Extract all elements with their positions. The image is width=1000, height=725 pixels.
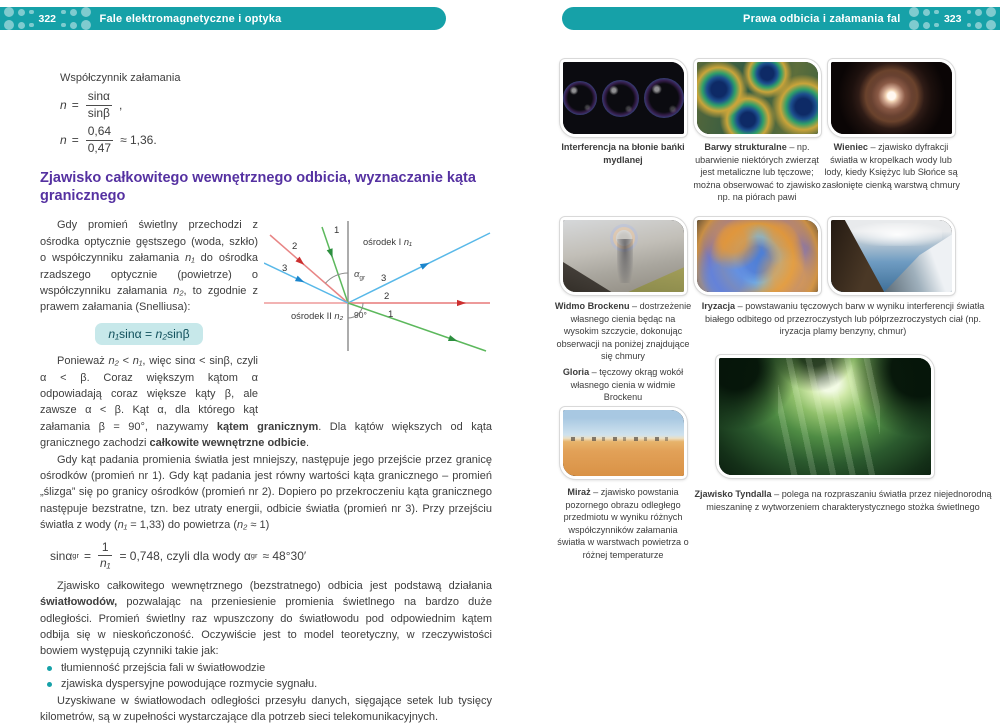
bullet-list — [40, 660, 492, 693]
mountains-art — [831, 220, 952, 292]
paragraph-telecom: Uzyskiwane w światłowodach odległości przesyłu danych, sięgające setek lub tysięcy kilometrów, są w zupełności wystarczające dla potrzeb sieci telekomunikacyjnych. — [40, 694, 492, 724]
bullet-icon — [47, 666, 52, 671]
medium1-label: ośrodek I n₁ — [363, 237, 412, 248]
caption-iridescence: Iryzacja – powstawaniu tęczowych barw w wyniku interferencji światła białego odbitego od przezroczystych lub półprzezroczystych ciał (np. iryzacja plamy benzyny, chmur) — [701, 301, 985, 336]
fraction: $\frac{\sin\alpha}{\sin\beta}$ — [87, 89, 110, 120]
fraction: $\frac{1}{\text{n₁}}$ — [99, 539, 111, 571]
list-item: zjawiska dyspersyjne powodujące rozmycie sygnału. — [40, 676, 492, 692]
caption-gloria: Gloria – tęczowy okrąg wokół własnego cienia w widmie Brockenu — [562, 367, 684, 402]
critical-angle-label: $\alpha_{gr}$ — [354, 269, 366, 282]
caption-structural-colors: Barwy strukturalne – np. ubarwienie niektórych zwierząt jest metaliczne lub tęczowe; można obserwować to zjawisko np. na piórach pawi — [693, 142, 821, 202]
medium2-label: ośrodek II n₂ — [291, 311, 344, 322]
body-text-flow — [40, 217, 492, 725]
header-dots-right — [909, 7, 996, 30]
caption-tyndall: Zjawisko Tyndalla – polega na rozpraszaniu światła przez niejednorodną mieszaninę z wytworzeniem charakterystycznego stożka świetlnego — [694, 489, 992, 512]
refraction-diagram-svg — [264, 219, 492, 353]
bullet-icon — [47, 682, 52, 687]
photo-tyndall-forest — [716, 355, 934, 478]
paragraph-critical-angle: Ponieważ n₂ < n₁, więc sinα < sinβ, czyli α < β. Coraz większym kątom α odpowiadają coraz większe kąty β, ale zawsze α < β. Kąt α, dla którego kąt załamania β = 90°, nazywamy kątem granicznym. Dla kątów większych od kąta granicznego zachodzi całkowite wewnętrzne odbicie. — [40, 355, 493, 450]
page-number-right: 323 — [943, 12, 962, 25]
soap-bubbles-art — [563, 62, 684, 134]
photo-moon-corona — [828, 59, 955, 137]
refraction-index-formula: n = $\frac{\sin\alpha}{\sin\beta}$ , — [60, 89, 123, 120]
formula-variable: n — [60, 133, 67, 148]
ray-label-1-out: 1 — [388, 309, 394, 321]
left-page-content — [40, 72, 492, 725]
paragraph-snellius: Gdy promień świetlny przechodzi z ośrodka optycznie gęstszego (woda, szkło) o współczynniku załamania n₁ do ośrodka rzadszego optycznie (powietrze) o współczynniku załamania n₂, to zgodnie z prawem załamania (Snelliusa): — [40, 219, 258, 314]
hill-slope — [628, 262, 684, 292]
photo-peacock-feathers — [694, 59, 821, 137]
brocken-art — [563, 220, 684, 292]
arrowhead-blue — [420, 260, 431, 270]
ray-label-2: 2 — [292, 241, 298, 253]
dot-cluster — [909, 7, 939, 30]
photo-desert-mirage — [560, 407, 687, 479]
page-number-left: 322 — [38, 12, 57, 25]
ray-label-3: 3 — [282, 263, 288, 275]
oil-slick-art — [697, 220, 818, 292]
cloud — [853, 223, 943, 246]
mirage-horizon-buildings — [571, 437, 675, 441]
photo-iridescent-clouds-mountains — [828, 217, 955, 295]
shadow-figure — [617, 239, 633, 284]
header-dots-left — [4, 7, 91, 30]
dot-cluster — [4, 7, 34, 30]
equals-sign: = — [71, 133, 79, 148]
caption-brocken: Widmo Brockenu – dostrzeżenie własnego cienia będąc na wysokim szczycie, dokonując obserwacji na poniżej znajdujące się chmury — [554, 301, 692, 361]
formula-variable: n — [60, 98, 67, 113]
arrowhead-red — [457, 300, 466, 306]
chapter-title-left: Fale elektromagnetyczne i optyka — [99, 12, 282, 25]
photo-oil-slick — [694, 217, 821, 295]
photo-soap-bubbles — [560, 59, 687, 137]
fraction: $\frac{0,64}{0,47}$ — [87, 124, 112, 155]
hill-silhouette — [563, 250, 611, 292]
photo-brocken-spectre — [560, 217, 687, 295]
ray-label-1: 1 — [334, 225, 340, 237]
page-header-left — [0, 7, 446, 30]
right-angle-label: 90° — [354, 310, 367, 321]
paragraph-fiber-optics: Zjawisko całkowitego wewnętrznego (bezstratnego) odbicia jest podstawą działania światłowodów, pozwalając na przeniesienie promienia świetlnego na bardzo duże odległości. Promień świetlny raz wpuszczony do światłowodu pod odpowiednim kątem odbija się w nieskończoność. Oczywiście jest to model teoretyczny, w rzeczywistości bowiem występują czynniki takie jak: — [40, 579, 492, 658]
caption-corona: Wieniec – zjawisko dyfrakcji światła w kropelkach wody lub lody, kiedy Księżyc lub Słońce są zasłonięte cienką warstwą chmury — [822, 142, 960, 190]
ray-refracted-1 — [348, 303, 486, 351]
chapter-title-right: Prawa odbicia i załamania fal — [743, 12, 901, 25]
mirage-art — [563, 410, 684, 476]
arrowhead-green — [327, 249, 336, 260]
arrowhead-green — [448, 335, 459, 344]
dot-cluster — [967, 7, 997, 30]
forest-art — [719, 358, 931, 475]
light-beams — [778, 358, 880, 475]
dot-cluster — [61, 7, 91, 30]
ray-label-3-out: 3 — [381, 273, 387, 285]
ray-incident-3 — [264, 263, 348, 303]
peacock-art — [697, 62, 818, 134]
caption-interference: Interferencja na błonie bańki mydlanej — [561, 142, 685, 165]
caption-mirage: Miraż – zjawisko powstania pozornego obrazu odległego przedmiotu w wyniku różnych współczynników załamania światła w warstwach powietrza o różnej temperaturze — [557, 487, 689, 560]
corona-art — [831, 62, 952, 134]
paragraph-ray-cases: Gdy kąt padania promienia światła jest mniejszy, następuje jego przejście przez granicę ośrodków (promień nr 1). Gdy kąt padania jest równy wartości kąta granicznego – promień „ślizga” się po granicy ośrodków (promień nr 2). Dopiero po przekroczeniu kąta granicznego następuje bezstratne, tzn. bez utraty energii, odbicie światła (promień nr 3). Przy przejściu światła z wody (n₁ = 1,33) do powietrza (n₂ ≈ 1) — [40, 453, 492, 532]
section-heading: Zjawisko całkowitego wewnętrznego odbicia, wyznaczanie kąta granicznego — [40, 170, 476, 205]
ray-label-2-out: 2 — [384, 291, 390, 303]
page-header-right — [562, 7, 1000, 30]
arrowhead-blue — [295, 276, 306, 285]
critical-angle-arc — [325, 273, 348, 283]
refraction-index-label: Współczynnik załamania — [60, 72, 181, 84]
equals-sign: = — [71, 98, 79, 113]
list-item: tłumienność przejścia fali w światłowodzie — [40, 660, 492, 676]
critical-angle-formula: sinα gr = $\frac{1}{\text{n₁}}$ = 0,748, czyli dla wody α gr ≈ 48°30′ — [50, 539, 307, 571]
equals-sign: = — [83, 548, 91, 563]
refraction-diagram — [264, 219, 492, 353]
snellius-law-box: n₁sinα = n₂sinβ — [95, 323, 202, 345]
refraction-index-value: n = $\frac{0,64}{0,47}$ ≈ 1,36. — [60, 124, 157, 155]
